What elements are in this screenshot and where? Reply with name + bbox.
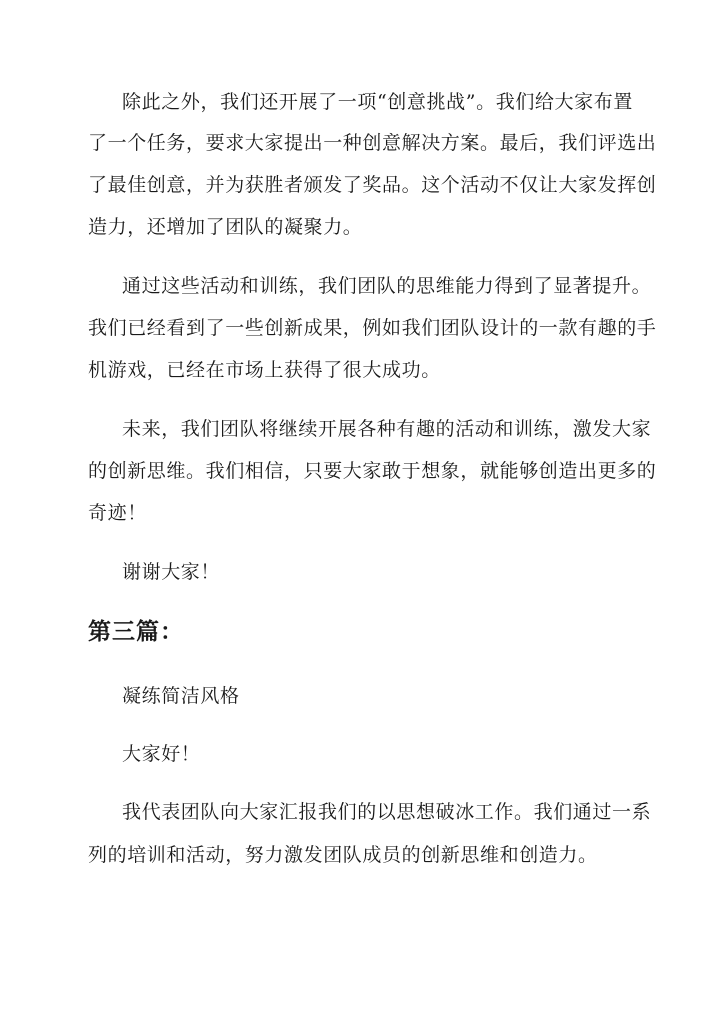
section-heading: 第三篇： (88, 619, 184, 645)
paragraph-thanks: 谢谢大家！ (122, 561, 221, 583)
paragraph-future-line-1: 未来，我们团队将继续开展各种有趣的活动和训练，激发大家 (122, 418, 652, 440)
paragraph-report-line-1: 我代表团队向大家汇报我们的以思想破冰工作。我们通过一系 (122, 801, 652, 823)
paragraph-creative-challenge-line-4: 造力，还增加了团队的凝聚力。 (88, 216, 363, 238)
paragraph-results-line-3: 机游戏，已经在市场上获得了很大成功。 (88, 359, 441, 381)
paragraph-style-title: 凝练简洁风格 (122, 685, 240, 707)
paragraph-future-line-3: 奇迹！ (88, 502, 147, 524)
paragraph-results-line-2: 我们已经看到了一些创新成果，例如我们团队设计的一款有趣的手 (88, 317, 657, 339)
paragraph-future-line-2: 的创新思维。我们相信，只要大家敢于想象，就能够创造出更多的 (88, 460, 657, 482)
paragraph-creative-challenge-line-2: 了一个任务，要求大家提出一种创意解决方案。最后，我们评选出 (88, 132, 657, 154)
paragraph-creative-challenge-line-1: 除此之外，我们还开展了一项“创意挑战”。我们给大家布置 (122, 91, 633, 113)
paragraph-greeting: 大家好！ (122, 743, 201, 765)
paragraph-results-line-1: 通过这些活动和训练，我们团队的思维能力得到了显著提升。 (122, 275, 652, 297)
paragraph-creative-challenge-line-3: 了最佳创意，并为获胜者颁发了奖品。这个活动不仅让大家发挥创 (88, 174, 657, 196)
paragraph-report-line-2: 列的培训和活动，努力激发团队成员的创新思维和创造力。 (88, 844, 598, 866)
